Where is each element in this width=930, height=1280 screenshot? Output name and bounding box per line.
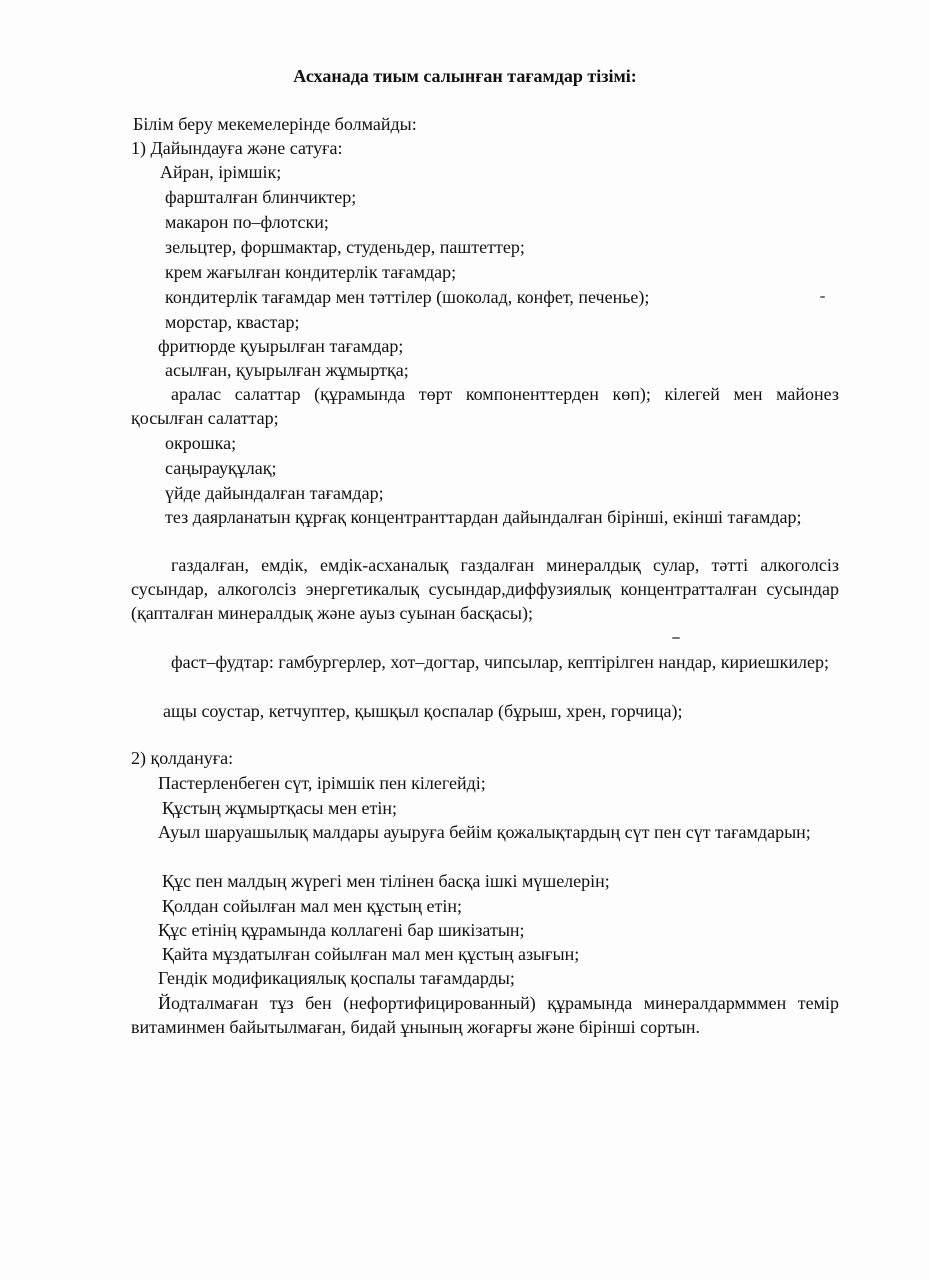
- section1-heading: 1) Дайындауға және сатуға:: [131, 138, 343, 158]
- list-item: тез даярланатын құрғақ концентранттардан дайындалған бірінші, екінші тағамдар;: [165, 507, 802, 527]
- list-item: Қолдан сойылған мал мен құстың етін;: [162, 896, 462, 916]
- list-item: фритюрде қуырылған тағамдар;: [158, 336, 404, 356]
- list-item: Гендік модификациялық қоспалы тағамдарды;: [158, 968, 515, 988]
- intro-line: Білім беру мекемелерінде болмайды:: [133, 114, 417, 134]
- list-item: Құс етінің құрамында коллагені бар шикізатын;: [158, 920, 525, 940]
- list-item: Қайта мұздатылған сойылған мал мен құстың азығын;: [162, 944, 580, 964]
- document-title: Асханада тиым салынған тағамдар тізімі:: [293, 66, 637, 86]
- list-item: Ауыл шаруашылық малдары ауыруға бейім қожалықтардың сүт пен сүт тағамдарын;: [158, 822, 811, 842]
- list-item: Айран, ірімшік;: [160, 162, 282, 182]
- list-item: үйде дайындалған тағамдар;: [165, 483, 384, 503]
- scan-speck: [672, 637, 680, 639]
- list-item: Йодталмаған тұз бен (нефортифицированный) құрамында минералдармммен темір витаминмен байытылмаған, бидай ұнының жоғарғы және бірінші сортын.: [131, 993, 839, 1037]
- list-item: Құс пен малдың жүрегі мен тілінен басқа ішкі мүшелерін;: [162, 871, 610, 891]
- list-item: Пастерленбеген сүт, ірімшік пен кілегейді;: [158, 773, 486, 793]
- list-item: фаст–фудтар: гамбургерлер, хот–догтар, чипсылар, кептірілген нандар, кириешкилер;: [171, 652, 830, 672]
- list-item: саңырауқұлақ;: [165, 458, 277, 478]
- list-item: ащы соустар, кетчуптер, қышқыл қоспалар (бұрыш, хрен, горчица);: [163, 701, 683, 721]
- list-item: окрошка;: [165, 433, 237, 453]
- list-item: газдалған, емдік, емдік-асханалық газдалған минералдық сулар, тәтті алкоголсіз сусындар, алкоголсіз энергетикалық сусындар,диффузиялық концентратталған сусындар (қапталған минералдық және ауыз суынан басқасы);: [131, 555, 839, 623]
- scan-speck: [820, 296, 825, 298]
- list-item: фаршталған блинчиктер;: [165, 187, 357, 207]
- list-item: аралас салаттар (құрамында төрт компоненттерден көп); кілегей мен майонез қосылған салаттар;: [131, 384, 839, 428]
- list-item: Құстың жұмыртқасы мен етін;: [162, 798, 397, 818]
- list-item: кондитерлік тағамдар мен тәттілер (шоколад, конфет, печенье);: [165, 287, 650, 307]
- list-item: зельцтер, форшмактар, студеньдер, паштеттер;: [165, 237, 525, 257]
- list-item: крем жағылған кондитерлік тағамдар;: [165, 262, 457, 282]
- list-item: асылған, қуырылған жұмыртқа;: [165, 360, 409, 380]
- list-item: морстар, квастар;: [165, 312, 300, 332]
- section2-heading: 2) қолдануға:: [131, 748, 234, 768]
- list-item: макарон по–флотски;: [165, 212, 329, 232]
